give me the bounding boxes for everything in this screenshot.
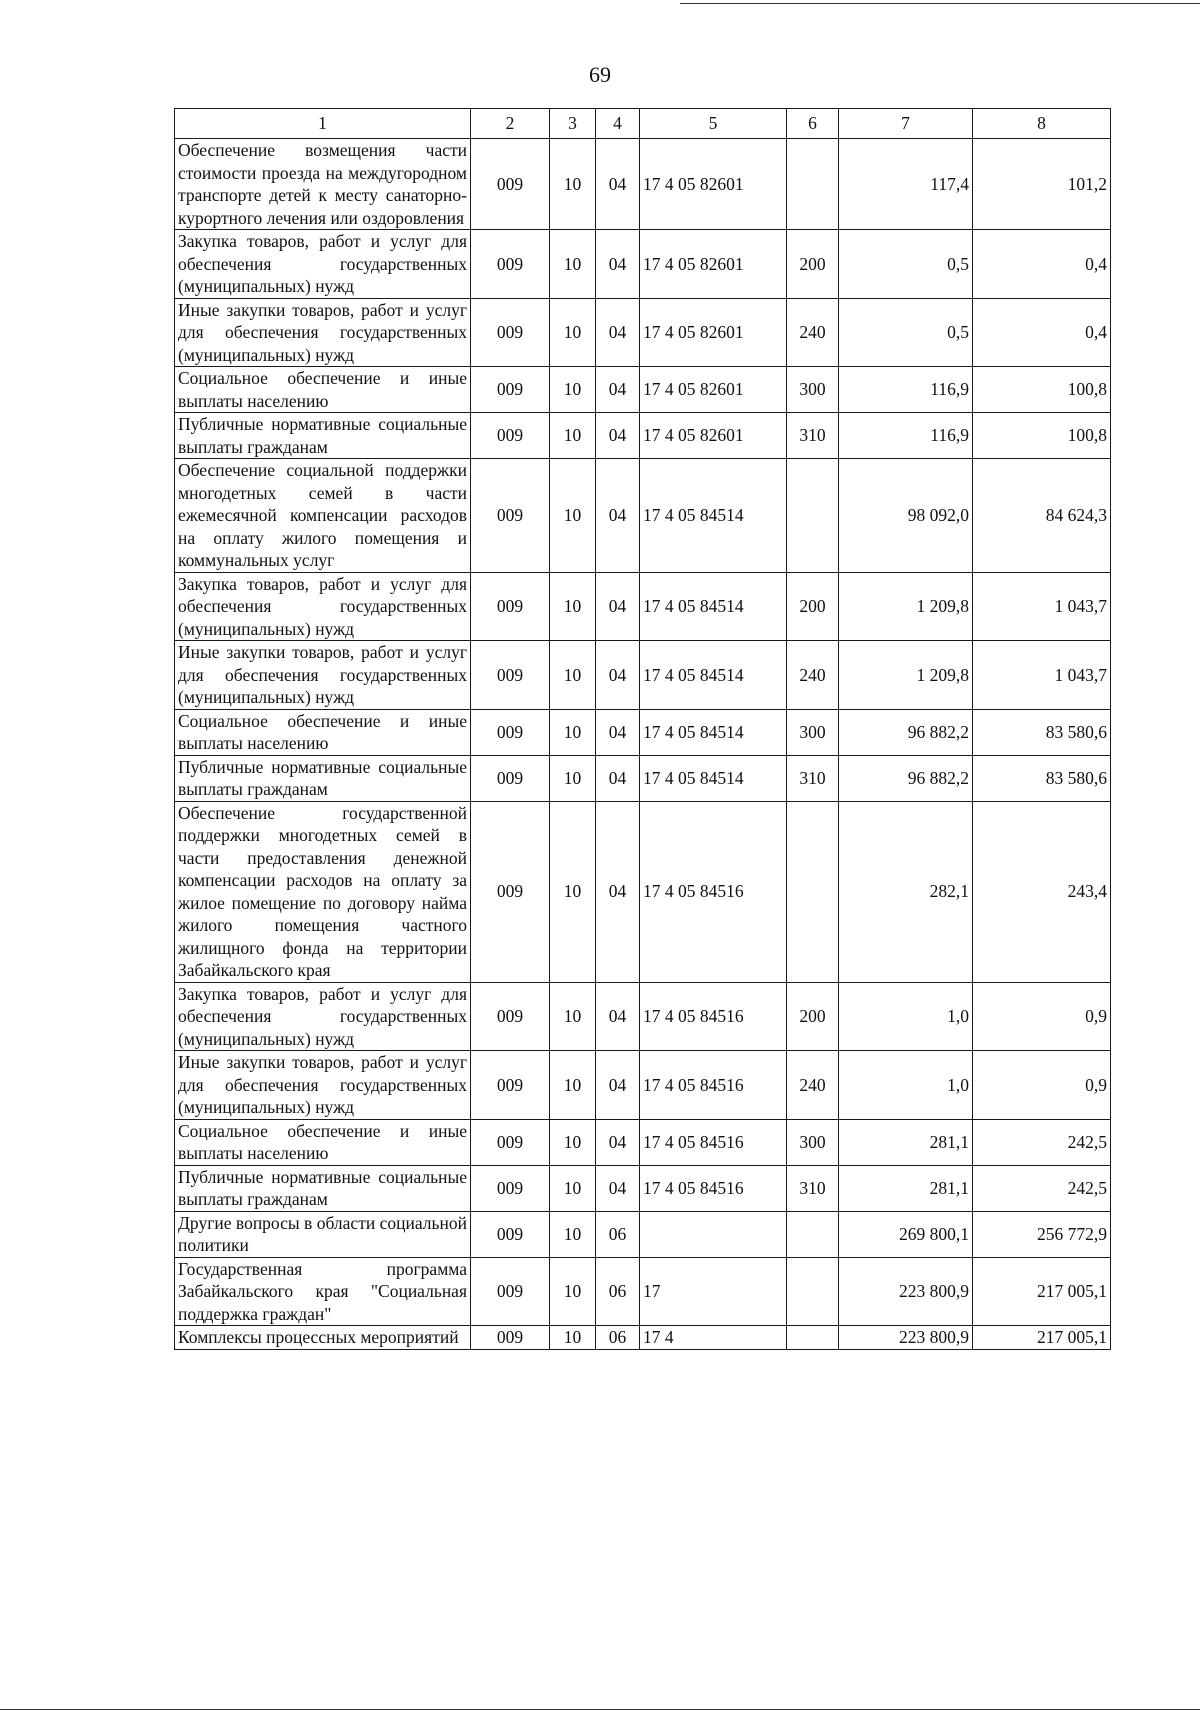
row-amount-actual: 217 005,1	[973, 1326, 1111, 1350]
row-amount-actual: 243,4	[973, 801, 1111, 982]
row-amount-planned: 281,1	[839, 1119, 973, 1165]
row-expense-type: 240	[787, 641, 839, 710]
row-section: 10	[550, 459, 596, 573]
row-code-ministry: 009	[471, 1326, 550, 1350]
row-section: 10	[550, 1257, 596, 1326]
header-col-4: 4	[596, 109, 640, 139]
row-amount-planned: 0,5	[839, 298, 973, 367]
header-col-8: 8	[973, 109, 1111, 139]
row-code-ministry: 009	[471, 1211, 550, 1257]
row-expense-type: 200	[787, 230, 839, 299]
row-amount-planned: 1,0	[839, 1051, 973, 1120]
row-target-article: 17	[640, 1257, 787, 1326]
row-code-ministry: 009	[471, 709, 550, 755]
top-edge-line	[680, 3, 1200, 4]
row-target-article: 17 4 05 84514	[640, 459, 787, 573]
table-row	[175, 801, 1111, 982]
table-row	[175, 755, 1111, 801]
row-subsection: 04	[596, 298, 640, 367]
row-section: 10	[550, 1165, 596, 1211]
row-amount-actual: 1 043,7	[973, 641, 1111, 710]
table-row	[175, 298, 1111, 367]
row-expense-type: 240	[787, 298, 839, 367]
row-amount-planned: 269 800,1	[839, 1211, 973, 1257]
row-amount-planned: 116,9	[839, 367, 973, 413]
row-amount-actual: 242,5	[973, 1165, 1111, 1211]
row-target-article: 17 4 05 82601	[640, 413, 787, 459]
row-section: 10	[550, 755, 596, 801]
table-row	[175, 413, 1111, 459]
row-name: Социальное обеспечение и иные выплаты населению	[175, 1119, 471, 1165]
row-subsection: 04	[596, 982, 640, 1051]
table-row	[175, 1257, 1111, 1326]
table-row	[175, 459, 1111, 573]
row-subsection: 04	[596, 1165, 640, 1211]
row-expense-type: 240	[787, 1051, 839, 1120]
row-section: 10	[550, 1211, 596, 1257]
table-row	[175, 572, 1111, 641]
row-subsection: 04	[596, 709, 640, 755]
row-target-article: 17 4 05 82601	[640, 139, 787, 230]
row-target-article: 17 4	[640, 1326, 787, 1350]
row-subsection: 04	[596, 367, 640, 413]
row-amount-actual: 242,5	[973, 1119, 1111, 1165]
table-row	[175, 230, 1111, 299]
row-section: 10	[550, 801, 596, 982]
header-col-6: 6	[787, 109, 839, 139]
row-amount-actual: 0,4	[973, 230, 1111, 299]
row-amount-actual: 256 772,9	[973, 1211, 1111, 1257]
header-col-3: 3	[550, 109, 596, 139]
row-expense-type: 300	[787, 709, 839, 755]
table-row	[175, 1326, 1111, 1350]
table-body	[175, 139, 1111, 1350]
row-name: Государственная программа Забайкальского края "Социальная поддержка граждан"	[175, 1257, 471, 1326]
row-section: 10	[550, 982, 596, 1051]
row-amount-planned: 1 209,8	[839, 572, 973, 641]
header-col-2: 2	[471, 109, 550, 139]
row-code-ministry: 009	[471, 801, 550, 982]
row-code-ministry: 009	[471, 139, 550, 230]
row-target-article: 17 4 05 82601	[640, 367, 787, 413]
table-row	[175, 1119, 1111, 1165]
row-amount-actual: 83 580,6	[973, 755, 1111, 801]
row-section: 10	[550, 298, 596, 367]
row-target-article: 17 4 05 82601	[640, 230, 787, 299]
row-subsection: 04	[596, 413, 640, 459]
row-section: 10	[550, 572, 596, 641]
header-col-1: 1	[175, 109, 471, 139]
table-row	[175, 641, 1111, 710]
row-code-ministry: 009	[471, 641, 550, 710]
row-expense-type	[787, 139, 839, 230]
row-subsection: 04	[596, 459, 640, 573]
row-code-ministry: 009	[471, 298, 550, 367]
row-amount-planned: 223 800,9	[839, 1326, 973, 1350]
row-amount-actual: 84 624,3	[973, 459, 1111, 573]
row-amount-planned: 96 882,2	[839, 755, 973, 801]
row-target-article: 17 4 05 82601	[640, 298, 787, 367]
table-row	[175, 139, 1111, 230]
table-header	[175, 109, 1111, 139]
row-subsection: 04	[596, 801, 640, 982]
table-row	[175, 1165, 1111, 1211]
row-section: 10	[550, 709, 596, 755]
row-code-ministry: 009	[471, 572, 550, 641]
row-subsection: 04	[596, 139, 640, 230]
bottom-edge-line	[0, 1709, 1200, 1710]
row-code-ministry: 009	[471, 367, 550, 413]
row-expense-type: 310	[787, 413, 839, 459]
row-amount-planned: 1,0	[839, 982, 973, 1051]
row-expense-type	[787, 801, 839, 982]
row-expense-type: 300	[787, 1119, 839, 1165]
row-subsection: 04	[596, 572, 640, 641]
table-row	[175, 982, 1111, 1051]
row-expense-type	[787, 1257, 839, 1326]
row-section: 10	[550, 641, 596, 710]
row-section: 10	[550, 230, 596, 299]
row-amount-actual: 0,9	[973, 982, 1111, 1051]
row-expense-type: 310	[787, 1165, 839, 1211]
row-target-article: 17 4 05 84516	[640, 1051, 787, 1120]
row-amount-planned: 282,1	[839, 801, 973, 982]
page-number: 69	[589, 62, 611, 87]
row-amount-planned: 0,5	[839, 230, 973, 299]
row-expense-type: 300	[787, 367, 839, 413]
row-subsection: 04	[596, 755, 640, 801]
row-code-ministry: 009	[471, 1165, 550, 1211]
row-name: Социальное обеспечение и иные выплаты населению	[175, 367, 471, 413]
row-amount-actual: 83 580,6	[973, 709, 1111, 755]
row-target-article: 17 4 05 84516	[640, 982, 787, 1051]
row-section: 10	[550, 367, 596, 413]
row-amount-planned: 281,1	[839, 1165, 973, 1211]
row-section: 10	[550, 1326, 596, 1350]
row-name: Закупка товаров, работ и услуг для обеспечения государственных (муниципальных) нужд	[175, 982, 471, 1051]
row-amount-planned: 98 092,0	[839, 459, 973, 573]
row-amount-actual: 100,8	[973, 413, 1111, 459]
row-name: Иные закупки товаров, работ и услуг для обеспечения государственных (муниципальных) нужд	[175, 641, 471, 710]
table-row	[175, 367, 1111, 413]
row-section: 10	[550, 413, 596, 459]
row-name: Обеспечение государственной поддержки многодетных семей в части предоставления денежной компенсации расходов на оплату за жилое помещение по договору найма жилого помещения частного жилищного фонда на территории Забайкальского края	[175, 801, 471, 982]
row-section: 10	[550, 139, 596, 230]
row-amount-actual: 1 043,7	[973, 572, 1111, 641]
row-subsection: 06	[596, 1257, 640, 1326]
row-code-ministry: 009	[471, 755, 550, 801]
row-subsection: 06	[596, 1211, 640, 1257]
row-amount-planned: 117,4	[839, 139, 973, 230]
row-expense-type	[787, 1211, 839, 1257]
row-name: Закупка товаров, работ и услуг для обеспечения государственных (муниципальных) нужд	[175, 572, 471, 641]
row-target-article: 17 4 05 84516	[640, 1119, 787, 1165]
row-expense-type	[787, 1326, 839, 1350]
row-section: 10	[550, 1119, 596, 1165]
row-expense-type: 310	[787, 755, 839, 801]
row-name: Иные закупки товаров, работ и услуг для обеспечения государственных (муниципальных) нужд	[175, 1051, 471, 1120]
row-amount-planned: 96 882,2	[839, 709, 973, 755]
header-row	[175, 109, 1111, 139]
row-amount-planned: 1 209,8	[839, 641, 973, 710]
row-code-ministry: 009	[471, 1051, 550, 1120]
row-name: Комплексы процессных мероприятий	[175, 1326, 471, 1350]
header-col-7: 7	[839, 109, 973, 139]
row-name: Обеспечение возмещения части стоимости проезда на междугородном транспорте детей к месту санаторно-курортного лечения или оздоровления	[175, 139, 471, 230]
row-amount-actual: 0,9	[973, 1051, 1111, 1120]
row-subsection: 04	[596, 641, 640, 710]
row-code-ministry: 009	[471, 413, 550, 459]
row-name: Иные закупки товаров, работ и услуг для обеспечения государственных (муниципальных) нужд	[175, 298, 471, 367]
row-amount-actual: 217 005,1	[973, 1257, 1111, 1326]
row-target-article: 17 4 05 84514	[640, 641, 787, 710]
row-subsection: 04	[596, 1119, 640, 1165]
row-code-ministry: 009	[471, 982, 550, 1051]
row-target-article: 17 4 05 84516	[640, 1165, 787, 1211]
row-subsection: 04	[596, 1051, 640, 1120]
row-name: Закупка товаров, работ и услуг для обеспечения государственных (муниципальных) нужд	[175, 230, 471, 299]
row-code-ministry: 009	[471, 1119, 550, 1165]
row-name: Социальное обеспечение и иные выплаты населению	[175, 709, 471, 755]
row-name: Публичные нормативные социальные выплаты гражданам	[175, 1165, 471, 1211]
header-col-5: 5	[640, 109, 787, 139]
row-amount-actual: 0,4	[973, 298, 1111, 367]
row-amount-planned: 116,9	[839, 413, 973, 459]
row-amount-actual: 100,8	[973, 367, 1111, 413]
row-name: Публичные нормативные социальные выплаты гражданам	[175, 413, 471, 459]
row-subsection: 06	[596, 1326, 640, 1350]
row-subsection: 04	[596, 230, 640, 299]
table-row	[175, 1211, 1111, 1257]
row-amount-actual: 101,2	[973, 139, 1111, 230]
row-target-article: 17 4 05 84516	[640, 801, 787, 982]
row-amount-planned: 223 800,9	[839, 1257, 973, 1326]
table-row	[175, 709, 1111, 755]
row-target-article: 17 4 05 84514	[640, 709, 787, 755]
row-name: Обеспечение социальной поддержки многодетных семей в части ежемесячной компенсации расходов на оплату жилого помещения и коммунальных услуг	[175, 459, 471, 573]
row-expense-type: 200	[787, 572, 839, 641]
budget-table	[174, 108, 1111, 1350]
row-name: Другие вопросы в области социальной политики	[175, 1211, 471, 1257]
row-expense-type	[787, 459, 839, 573]
row-code-ministry: 009	[471, 230, 550, 299]
row-section: 10	[550, 1051, 596, 1120]
row-code-ministry: 009	[471, 1257, 550, 1326]
row-target-article: 17 4 05 84514	[640, 755, 787, 801]
row-code-ministry: 009	[471, 459, 550, 573]
row-expense-type: 200	[787, 982, 839, 1051]
row-target-article	[640, 1211, 787, 1257]
table-row	[175, 1051, 1111, 1120]
row-name: Публичные нормативные социальные выплаты гражданам	[175, 755, 471, 801]
row-target-article: 17 4 05 84514	[640, 572, 787, 641]
